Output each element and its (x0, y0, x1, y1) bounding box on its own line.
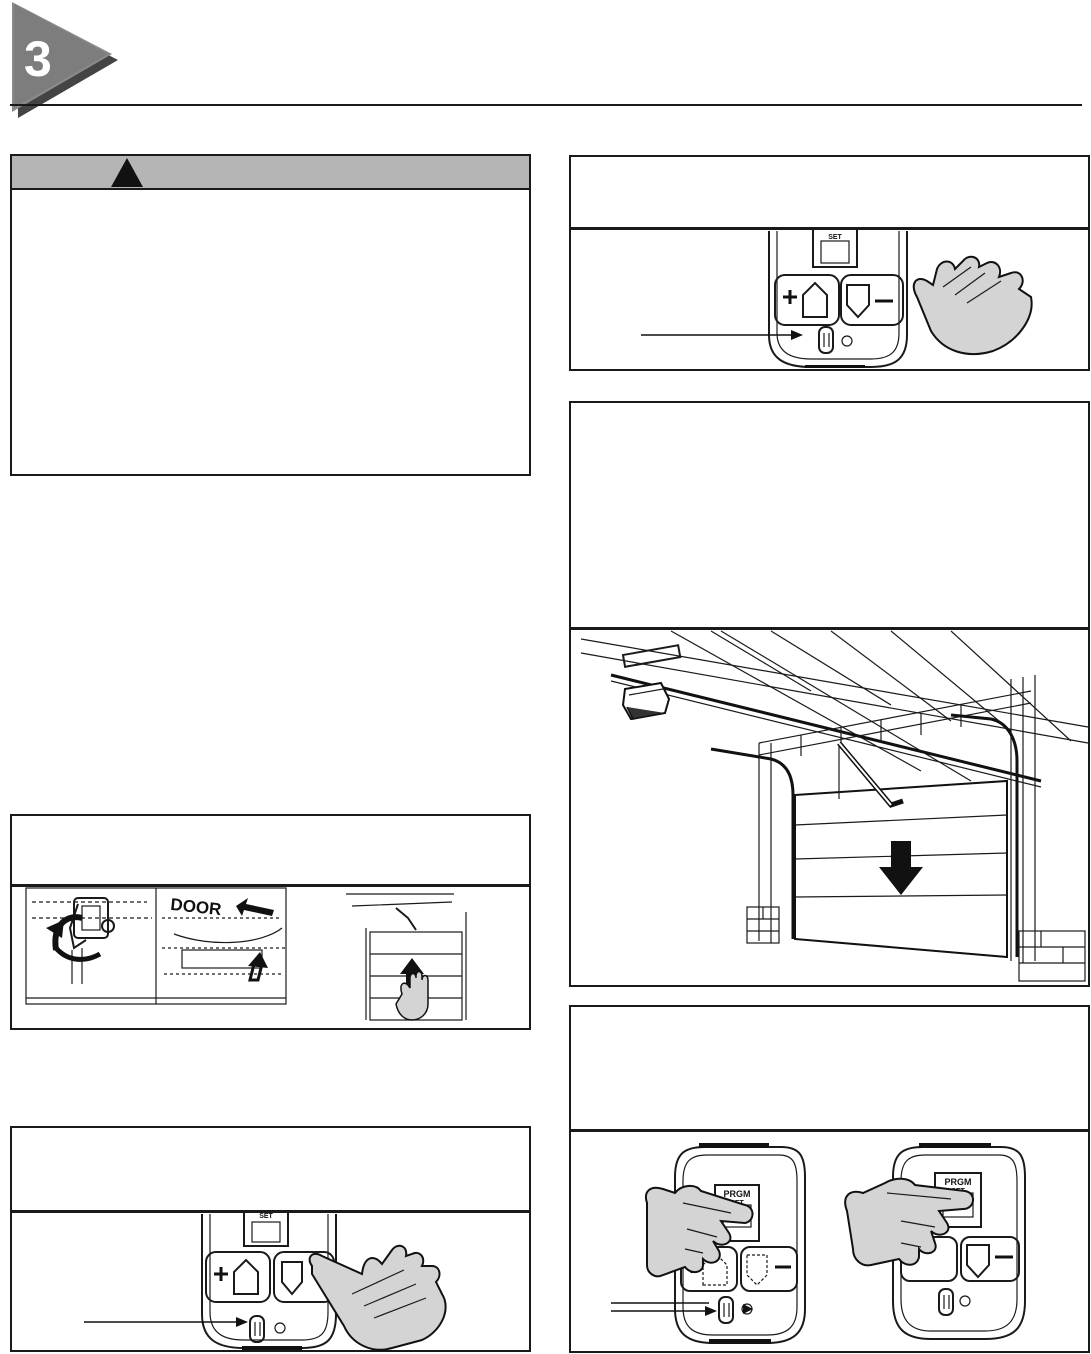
warning-banner (12, 156, 529, 190)
panel-divider (12, 884, 529, 887)
control-panel-illustration (12, 1214, 529, 1350)
hand-icon (914, 257, 1032, 354)
warning-triangle-icon (110, 156, 144, 188)
pointer-arrow-icon (641, 330, 803, 340)
door-label: DOOR (169, 894, 223, 920)
hand-icon (845, 1179, 973, 1266)
step-header (0, 0, 1091, 120)
garage-door-lift-icon (346, 894, 466, 1020)
step-arrow-badge-icon (0, 0, 130, 120)
pointer-arrow-icon (611, 1303, 753, 1316)
emergency-release-handle-icon (32, 898, 152, 984)
plus-up-arrow-icon (214, 1260, 258, 1294)
set-label: SET (259, 1213, 273, 1220)
warning-box (10, 154, 531, 476)
hand-icon (310, 1246, 446, 1350)
down-arrow-minus-icon (282, 1262, 302, 1294)
set-label: SET (828, 234, 842, 241)
control-panel-right (845, 1143, 1025, 1339)
panel-divider (571, 627, 1088, 630)
panel-control-bottom-left (10, 1126, 531, 1352)
opener-motor-icon (623, 683, 669, 719)
panel-garage-close (569, 401, 1090, 987)
garage-door-close-illustration (571, 631, 1088, 985)
program-controls-illustration (571, 1133, 1088, 1351)
release-door-illustrations (12, 888, 529, 1028)
down-arrow-minus-icon (847, 285, 893, 317)
down-arrow-minus-icon (747, 1255, 791, 1285)
control-panel-illustration (571, 231, 1088, 369)
header-rule (10, 104, 1082, 106)
panel-program (569, 1005, 1090, 1353)
down-arrow-minus-icon (967, 1245, 1013, 1277)
panel-divider (571, 1129, 1088, 1132)
panel-control-top-right (569, 155, 1090, 371)
panel-release-door (10, 814, 531, 1030)
step-number: 3 (24, 31, 51, 87)
prgm-label: PRGM (944, 1177, 972, 1187)
plus-up-arrow-icon (783, 283, 827, 317)
prgm-label: PRGM (723, 1189, 751, 1199)
control-panel-left (611, 1143, 805, 1344)
pointer-arrow-icon (84, 1317, 248, 1327)
